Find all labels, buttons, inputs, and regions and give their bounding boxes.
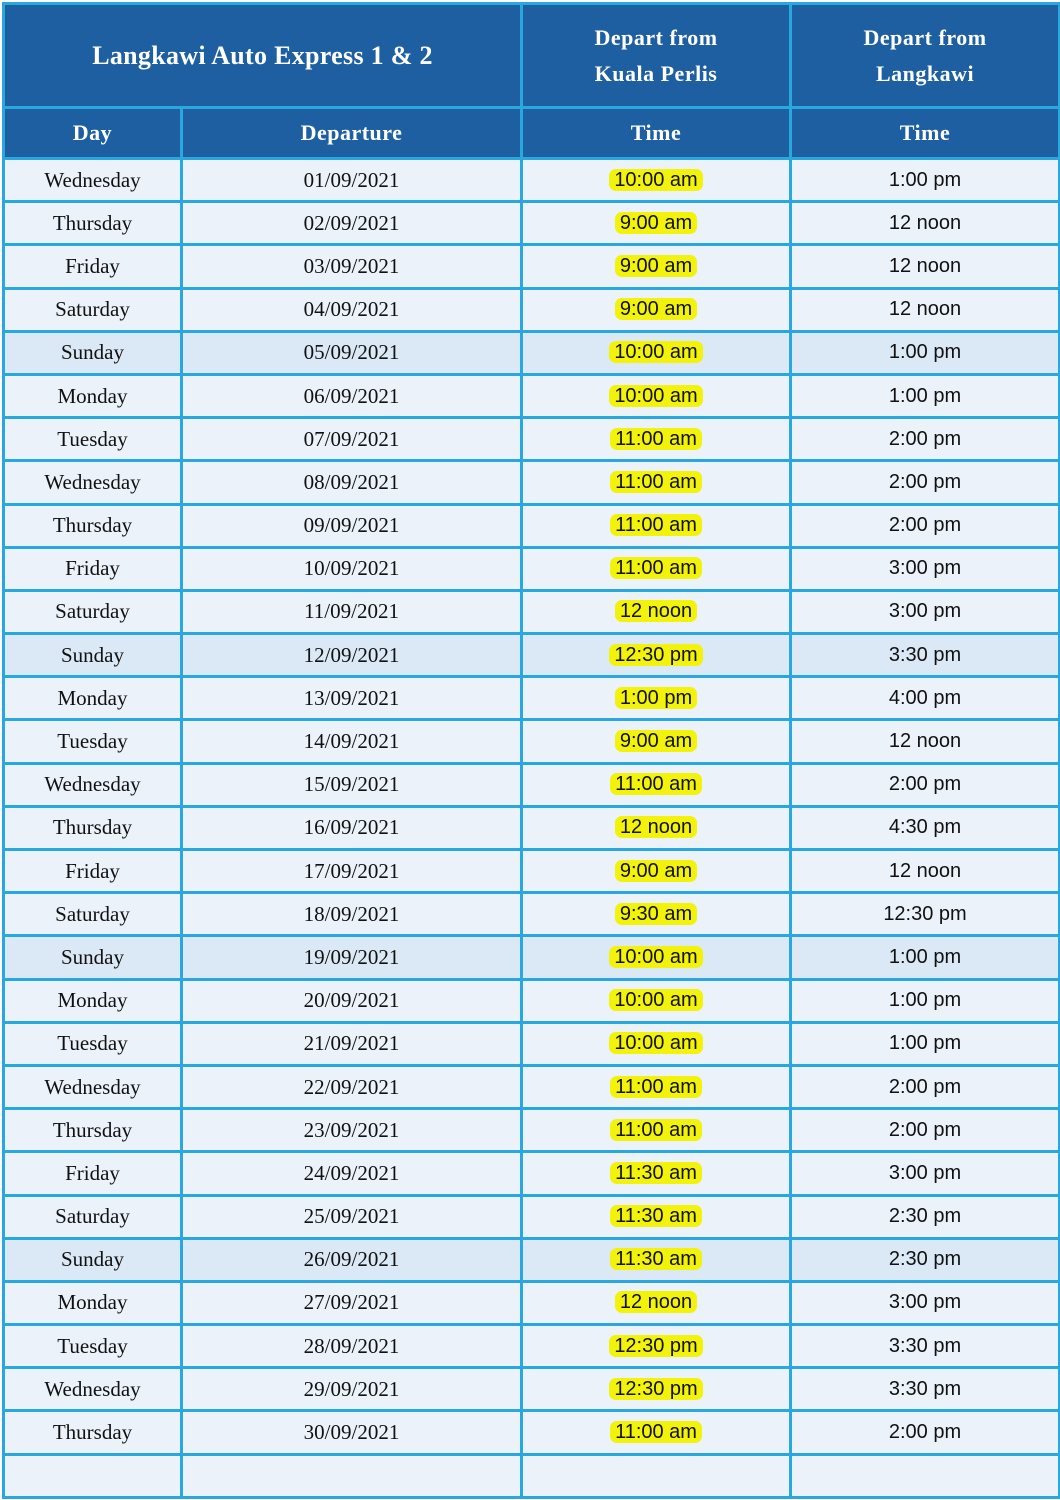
highlighted-time: 11:00 am — [610, 471, 702, 493]
table-row — [4, 504, 1060, 547]
langkawi-time-cell: 2:00 pm — [791, 763, 1060, 806]
table-row — [4, 936, 1060, 979]
kuala-perlis-time-cell — [522, 850, 791, 893]
highlighted-time: 11:00 am — [610, 1119, 702, 1141]
table-row — [4, 1411, 1060, 1454]
day-cell: Saturday — [4, 288, 182, 331]
day-cell: Tuesday — [4, 1325, 182, 1368]
langkawi-time-cell: 12 noon — [791, 202, 1060, 245]
langkawi-time-cell: 2:00 pm — [791, 1065, 1060, 1108]
departure-date-cell: 30/09/2021 — [182, 1411, 522, 1454]
day-cell: Thursday — [4, 806, 182, 849]
departure-date-cell: 17/09/2021 — [182, 850, 522, 893]
day-cell: Tuesday — [4, 1022, 182, 1065]
day-cell: Wednesday — [4, 461, 182, 504]
kuala-perlis-time-cell — [522, 245, 791, 288]
kuala-perlis-time-cell — [522, 418, 791, 461]
table-row — [4, 1109, 1060, 1152]
departure-date-cell: 19/09/2021 — [182, 936, 522, 979]
day-cell: Monday — [4, 374, 182, 417]
langkawi-time-cell: 2:00 pm — [791, 418, 1060, 461]
table-row — [4, 202, 1060, 245]
day-cell: Monday — [4, 677, 182, 720]
table-row — [4, 763, 1060, 806]
column-header-day: Day — [4, 108, 182, 159]
day-cell: Tuesday — [4, 720, 182, 763]
day-cell: Friday — [4, 245, 182, 288]
highlighted-time: 12:30 pm — [609, 1335, 702, 1357]
kuala-perlis-time-cell — [522, 374, 791, 417]
highlighted-time: 9:00 am — [615, 730, 697, 752]
langkawi-time-cell: 3:30 pm — [791, 1325, 1060, 1368]
departure-date-cell: 07/09/2021 — [182, 418, 522, 461]
departure-date-cell: 20/09/2021 — [182, 979, 522, 1022]
kuala-perlis-time-cell — [522, 1238, 791, 1281]
table-row — [4, 288, 1060, 331]
highlighted-time: 11:00 am — [610, 428, 702, 450]
highlighted-time: 9:00 am — [615, 255, 697, 277]
departure-date-cell: 25/09/2021 — [182, 1195, 522, 1238]
day-cell: Sunday — [4, 936, 182, 979]
highlighted-time: 9:00 am — [615, 860, 697, 882]
table-row — [4, 1325, 1060, 1368]
day-cell: Thursday — [4, 202, 182, 245]
day-cell: Thursday — [4, 1411, 182, 1454]
table-row — [4, 1022, 1060, 1065]
highlighted-time: 9:00 am — [615, 212, 697, 234]
day-cell: Monday — [4, 979, 182, 1022]
day-cell: Saturday — [4, 590, 182, 633]
langkawi-time-cell: 2:00 pm — [791, 1109, 1060, 1152]
day-cell: Wednesday — [4, 1368, 182, 1411]
langkawi-time-cell: 4:30 pm — [791, 806, 1060, 849]
departure-date-cell: 03/09/2021 — [182, 245, 522, 288]
departure-date-cell: 05/09/2021 — [182, 331, 522, 374]
table-row — [4, 893, 1060, 936]
kuala-perlis-time-cell — [522, 1195, 791, 1238]
highlighted-time: 9:00 am — [615, 298, 697, 320]
langkawi-time-cell: 1:00 pm — [791, 159, 1060, 202]
langkawi-time-cell: 1:00 pm — [791, 331, 1060, 374]
kuala-perlis-time-cell — [522, 979, 791, 1022]
departure-date-cell: 21/09/2021 — [182, 1022, 522, 1065]
column-header-kp-line1: Depart from — [594, 24, 718, 50]
table-row — [4, 159, 1060, 202]
kuala-perlis-time-cell — [522, 893, 791, 936]
column-header-time-kuala-perlis: Time — [522, 108, 791, 159]
kuala-perlis-time-cell — [522, 720, 791, 763]
kuala-perlis-time-cell — [522, 461, 791, 504]
column-header-lk-line1: Depart from — [863, 24, 987, 50]
departure-date-cell: 09/09/2021 — [182, 504, 522, 547]
highlighted-time: 12 noon — [615, 816, 697, 838]
day-cell: Friday — [4, 850, 182, 893]
kuala-perlis-time-cell — [522, 1022, 791, 1065]
column-header-depart-kuala-perlis — [522, 4, 791, 108]
langkawi-time-cell: 3:00 pm — [791, 1152, 1060, 1195]
langkawi-time-cell: 12 noon — [791, 288, 1060, 331]
departure-date-cell: 16/09/2021 — [182, 806, 522, 849]
langkawi-time-cell: 1:00 pm — [791, 979, 1060, 1022]
day-cell: Monday — [4, 1281, 182, 1324]
table-row — [4, 634, 1060, 677]
kuala-perlis-time-cell — [522, 763, 791, 806]
highlighted-time: 10:00 am — [609, 946, 702, 968]
langkawi-time-cell: 3:30 pm — [791, 634, 1060, 677]
highlighted-time: 10:00 am — [609, 169, 702, 191]
table-row — [4, 1065, 1060, 1108]
highlighted-time: 12:30 pm — [609, 644, 702, 666]
departure-date-cell: 11/09/2021 — [182, 590, 522, 633]
kuala-perlis-time-cell — [522, 677, 791, 720]
langkawi-time-cell: 2:00 pm — [791, 461, 1060, 504]
departure-date-cell: 12/09/2021 — [182, 634, 522, 677]
table-row — [4, 1238, 1060, 1281]
day-cell: Thursday — [4, 1109, 182, 1152]
departure-date-cell: 02/09/2021 — [182, 202, 522, 245]
table-row — [4, 418, 1060, 461]
day-cell: Sunday — [4, 331, 182, 374]
table-row — [4, 677, 1060, 720]
empty-cell — [4, 1454, 182, 1497]
kuala-perlis-time-cell — [522, 1065, 791, 1108]
highlighted-time: 12:30 pm — [609, 1378, 702, 1400]
table-row — [4, 590, 1060, 633]
schedule-title: Langkawi Auto Express 1 & 2 — [4, 4, 522, 108]
departure-date-cell: 08/09/2021 — [182, 461, 522, 504]
empty-cell — [791, 1454, 1060, 1497]
highlighted-time: 1:00 pm — [615, 687, 697, 709]
highlighted-time: 11:00 am — [610, 1421, 702, 1443]
departure-date-cell: 14/09/2021 — [182, 720, 522, 763]
kuala-perlis-time-cell — [522, 331, 791, 374]
departure-date-cell: 18/09/2021 — [182, 893, 522, 936]
langkawi-time-cell: 1:00 pm — [791, 936, 1060, 979]
table-row — [4, 850, 1060, 893]
table-row — [4, 331, 1060, 374]
empty-cell — [522, 1454, 791, 1497]
langkawi-time-cell: 3:00 pm — [791, 547, 1060, 590]
highlighted-time: 10:00 am — [609, 341, 702, 363]
table-row — [4, 374, 1060, 417]
kuala-perlis-time-cell — [522, 1325, 791, 1368]
highlighted-time: 11:00 am — [610, 773, 702, 795]
highlighted-time: 11:00 am — [610, 1076, 702, 1098]
table-row — [4, 1152, 1060, 1195]
empty-cell — [182, 1454, 522, 1497]
kuala-perlis-time-cell — [522, 504, 791, 547]
departure-date-cell: 04/09/2021 — [182, 288, 522, 331]
kuala-perlis-time-cell — [522, 1411, 791, 1454]
departure-date-cell: 15/09/2021 — [182, 763, 522, 806]
table-row — [4, 1281, 1060, 1324]
departure-date-cell: 23/09/2021 — [182, 1109, 522, 1152]
kuala-perlis-time-cell — [522, 1152, 791, 1195]
kuala-perlis-time-cell — [522, 547, 791, 590]
kuala-perlis-time-cell — [522, 288, 791, 331]
highlighted-time: 10:00 am — [609, 385, 702, 407]
day-cell: Wednesday — [4, 159, 182, 202]
table-row — [4, 547, 1060, 590]
highlighted-time: 11:30 am — [610, 1248, 702, 1270]
kuala-perlis-time-cell — [522, 936, 791, 979]
langkawi-time-cell: 12 noon — [791, 720, 1060, 763]
langkawi-time-cell: 3:00 pm — [791, 1281, 1060, 1324]
langkawi-time-cell: 2:30 pm — [791, 1195, 1060, 1238]
table-row — [4, 461, 1060, 504]
langkawi-time-cell: 1:00 pm — [791, 374, 1060, 417]
day-cell: Wednesday — [4, 763, 182, 806]
highlighted-time: 11:00 am — [610, 557, 702, 579]
header-row-top — [4, 4, 1060, 108]
day-cell: Saturday — [4, 893, 182, 936]
langkawi-time-cell: 12:30 pm — [791, 893, 1060, 936]
day-cell: Sunday — [4, 634, 182, 677]
column-header-depart-langkawi — [791, 4, 1060, 108]
ferry-schedule-table — [2, 2, 1060, 1499]
kuala-perlis-time-cell — [522, 634, 791, 677]
langkawi-time-cell: 2:00 pm — [791, 1411, 1060, 1454]
schedule-body — [4, 159, 1060, 1498]
langkawi-time-cell: 2:30 pm — [791, 1238, 1060, 1281]
departure-date-cell: 01/09/2021 — [182, 159, 522, 202]
highlighted-time: 12 noon — [615, 1291, 697, 1313]
column-header-departure: Departure — [182, 108, 522, 159]
departure-date-cell: 26/09/2021 — [182, 1238, 522, 1281]
table-row — [4, 806, 1060, 849]
highlighted-time: 9:30 am — [615, 903, 697, 925]
highlighted-time: 11:00 am — [610, 514, 702, 536]
header-row-sub — [4, 108, 1060, 159]
kuala-perlis-time-cell — [522, 1281, 791, 1324]
departure-date-cell: 22/09/2021 — [182, 1065, 522, 1108]
day-cell: Saturday — [4, 1195, 182, 1238]
kuala-perlis-time-cell — [522, 1368, 791, 1411]
departure-date-cell: 29/09/2021 — [182, 1368, 522, 1411]
table-row — [4, 1195, 1060, 1238]
day-cell: Wednesday — [4, 1065, 182, 1108]
langkawi-time-cell: 3:00 pm — [791, 590, 1060, 633]
column-header-time-langkawi: Time — [791, 108, 1060, 159]
departure-date-cell: 24/09/2021 — [182, 1152, 522, 1195]
departure-date-cell: 06/09/2021 — [182, 374, 522, 417]
kuala-perlis-time-cell — [522, 1109, 791, 1152]
column-header-kp-line2: Kuala Perlis — [594, 60, 718, 86]
kuala-perlis-time-cell — [522, 159, 791, 202]
day-cell: Friday — [4, 547, 182, 590]
table-row — [4, 245, 1060, 288]
langkawi-time-cell: 12 noon — [791, 245, 1060, 288]
highlighted-time: 12 noon — [615, 600, 697, 622]
langkawi-time-cell: 12 noon — [791, 850, 1060, 893]
langkawi-time-cell: 1:00 pm — [791, 1022, 1060, 1065]
kuala-perlis-time-cell — [522, 806, 791, 849]
table-row — [4, 1368, 1060, 1411]
empty-row — [4, 1454, 1060, 1497]
langkawi-time-cell: 3:30 pm — [791, 1368, 1060, 1411]
highlighted-time: 10:00 am — [609, 989, 702, 1011]
departure-date-cell: 13/09/2021 — [182, 677, 522, 720]
highlighted-time: 10:00 am — [609, 1032, 702, 1054]
kuala-perlis-time-cell — [522, 202, 791, 245]
highlighted-time: 11:30 am — [610, 1205, 702, 1227]
kuala-perlis-time-cell — [522, 590, 791, 633]
day-cell: Friday — [4, 1152, 182, 1195]
table-row — [4, 720, 1060, 763]
langkawi-time-cell: 4:00 pm — [791, 677, 1060, 720]
langkawi-time-cell: 2:00 pm — [791, 504, 1060, 547]
departure-date-cell: 10/09/2021 — [182, 547, 522, 590]
day-cell: Tuesday — [4, 418, 182, 461]
column-header-lk-line2: Langkawi — [875, 60, 975, 86]
day-cell: Sunday — [4, 1238, 182, 1281]
day-cell: Thursday — [4, 504, 182, 547]
table-row — [4, 979, 1060, 1022]
departure-date-cell: 28/09/2021 — [182, 1325, 522, 1368]
highlighted-time: 11:30 am — [610, 1162, 702, 1184]
departure-date-cell: 27/09/2021 — [182, 1281, 522, 1324]
